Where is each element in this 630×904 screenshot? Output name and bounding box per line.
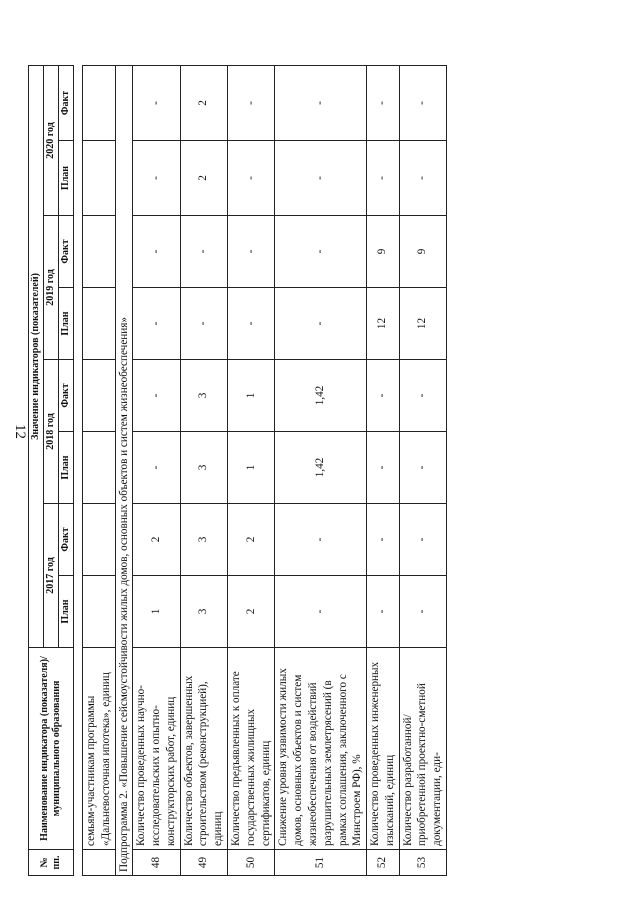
fact-value: - [228, 216, 275, 288]
plan-value: - [180, 288, 227, 360]
indicator-table-page [28, 66, 606, 876]
plan-value: 12 [399, 288, 446, 360]
fact-value: - [399, 504, 446, 576]
header-row-1 [29, 65, 44, 875]
plan-value: - [399, 576, 446, 648]
page-number: 12 [12, 424, 28, 439]
table-row [180, 65, 227, 875]
plan-value: 1,42 [275, 432, 367, 504]
plan-value: 3 [180, 576, 227, 648]
indicator-name: Количество объектов, завершенных строительством (реконструкцией), единиц [180, 648, 227, 850]
header-plan: План [59, 576, 74, 648]
indicator-name: Количество предъявленных к оплате государственных жилищных сертификатов, единиц [228, 648, 275, 850]
header-fact: Факт [59, 216, 74, 288]
header-year: 2020 год [44, 65, 59, 215]
plan-value: - [228, 141, 275, 216]
plan-value: - [367, 576, 400, 648]
fact-value: 2 [228, 504, 275, 576]
plan-value: - [399, 141, 446, 216]
plan-value: - [367, 141, 400, 216]
header-gap [74, 65, 83, 875]
plan-value: - [228, 288, 275, 360]
fact-value: - [399, 360, 446, 432]
indicator-name: Количество проведенных научно-исследовательских и опытно-конструкторских работ, единиц [133, 648, 180, 850]
indicator-name: Количество проведенных инженерных изысканий, единиц [367, 648, 400, 850]
plan-value: - [133, 432, 180, 504]
fact-value: 2 [180, 65, 227, 140]
fact-value: - [133, 216, 180, 288]
table-row [228, 65, 275, 875]
plan-value: - [275, 141, 367, 216]
fact-value: - [367, 360, 400, 432]
row-number: 48 [133, 850, 180, 876]
continuation-text: семьям-участникам программы «Дальневосточная ипотека», единиц [83, 648, 116, 850]
header-num: № пп. [29, 850, 74, 876]
table-body [133, 65, 447, 875]
plan-value: - [133, 141, 180, 216]
plan-value: 3 [180, 432, 227, 504]
fact-value: 9 [367, 216, 400, 288]
section-title: Подпрограмма 2. «Повышение сейсмоустойчивости жилых домов, основных объектов и систем жизнеобеспечения» [115, 65, 133, 875]
plan-value: - [367, 432, 400, 504]
header-plan: План [59, 141, 74, 216]
continuation-row [83, 65, 116, 875]
plan-value: - [275, 288, 367, 360]
row-number: 51 [275, 850, 367, 876]
fact-value: 3 [180, 360, 227, 432]
plan-value: 1 [133, 576, 180, 648]
plan-value: 1 [228, 432, 275, 504]
fact-value: - [133, 65, 180, 140]
fact-value: 2 [133, 504, 180, 576]
header-fact: Факт [59, 65, 74, 140]
header-name: Наименование индикатора (показателя)/муниципального образования [29, 648, 74, 850]
indicator-name: Количество разработанной/приобретенной проектно-сметной документации, еди- [399, 648, 446, 850]
row-number: 53 [399, 850, 446, 876]
plan-value: 12 [367, 288, 400, 360]
indicator-table [28, 65, 447, 876]
table-row [275, 65, 367, 875]
fact-value: - [367, 504, 400, 576]
row-number: 52 [367, 850, 400, 876]
header-plan: План [59, 432, 74, 504]
fact-value: - [133, 360, 180, 432]
fact-value: - [275, 65, 367, 140]
fact-value: - [275, 216, 367, 288]
fact-value: - [228, 65, 275, 140]
plan-value: - [275, 576, 367, 648]
header-fact: Факт [59, 360, 74, 432]
table-row [399, 65, 446, 875]
plan-value: - [133, 288, 180, 360]
indicator-name: Снижение уровня уязвимости жилых домов, основных объектов и систем жизнеобеспечения от воздействий разрушительных землетрясений (в рамках соглашения, заключенного с Минстроем РФ), % [275, 648, 367, 850]
fact-value: - [275, 504, 367, 576]
row-number: 49 [180, 850, 227, 876]
fact-value: 3 [180, 504, 227, 576]
table-row [133, 65, 180, 875]
fact-value: - [367, 65, 400, 140]
plan-value: - [399, 432, 446, 504]
header-year: 2018 год [44, 360, 59, 504]
fact-value: 1 [228, 360, 275, 432]
row-number: 50 [228, 850, 275, 876]
plan-value: 2 [228, 576, 275, 648]
fact-value: - [399, 65, 446, 140]
header-year: 2017 год [44, 504, 59, 648]
fact-value: - [180, 216, 227, 288]
fact-value: 1,42 [275, 360, 367, 432]
header-fact: Факт [59, 504, 74, 576]
header-plan: План [59, 288, 74, 360]
header-group: Значение индикаторов (показателей) [29, 65, 44, 647]
fact-value: 9 [399, 216, 446, 288]
section-row [115, 65, 133, 875]
table-row [367, 65, 400, 875]
plan-value: 2 [180, 141, 227, 216]
header-year: 2019 год [44, 216, 59, 360]
